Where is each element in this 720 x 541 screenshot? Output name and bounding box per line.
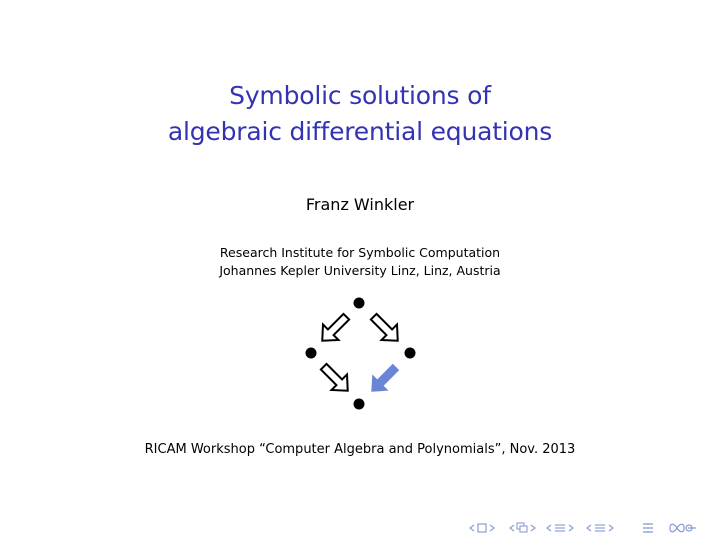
- nav-frame-next-icon[interactable]: [490, 525, 494, 531]
- beamer-navigation-bar: [468, 520, 708, 536]
- nav-frame-icon: [478, 524, 486, 532]
- nav-subsection-prev-icon[interactable]: [510, 525, 514, 531]
- institute: [0, 244, 720, 280]
- nav-section-icon: [555, 525, 565, 531]
- author-name: Franz Winkler: [305, 195, 415, 214]
- risc-logo-icon: [300, 292, 420, 412]
- title-line-2: algebraic differential equations: [167, 117, 553, 146]
- event-info: RICAM Workshop “Computer Algebra and Polynomials”, Nov. 2013: [144, 442, 576, 457]
- nav-document-prev-icon[interactable]: [587, 525, 591, 531]
- nav-subsection-icon: [517, 523, 527, 532]
- nav-subsection-next-icon[interactable]: [531, 525, 535, 531]
- nav-search-icon[interactable]: [670, 524, 696, 532]
- nav-document-icon: [595, 525, 605, 531]
- nav-section-next-icon[interactable]: [569, 525, 573, 531]
- nav-align-icon[interactable]: [643, 524, 653, 532]
- institute-line-2: Johannes Kepler University Linz, Linz, Austria: [219, 263, 501, 278]
- title-line-1: Symbolic solutions of: [229, 81, 491, 110]
- institute-line-1: Research Institute for Symbolic Computation: [219, 245, 501, 260]
- nav-document-next-icon[interactable]: [609, 525, 613, 531]
- nav-section-prev-icon[interactable]: [547, 525, 551, 531]
- nav-frame-prev-icon[interactable]: [470, 525, 474, 531]
